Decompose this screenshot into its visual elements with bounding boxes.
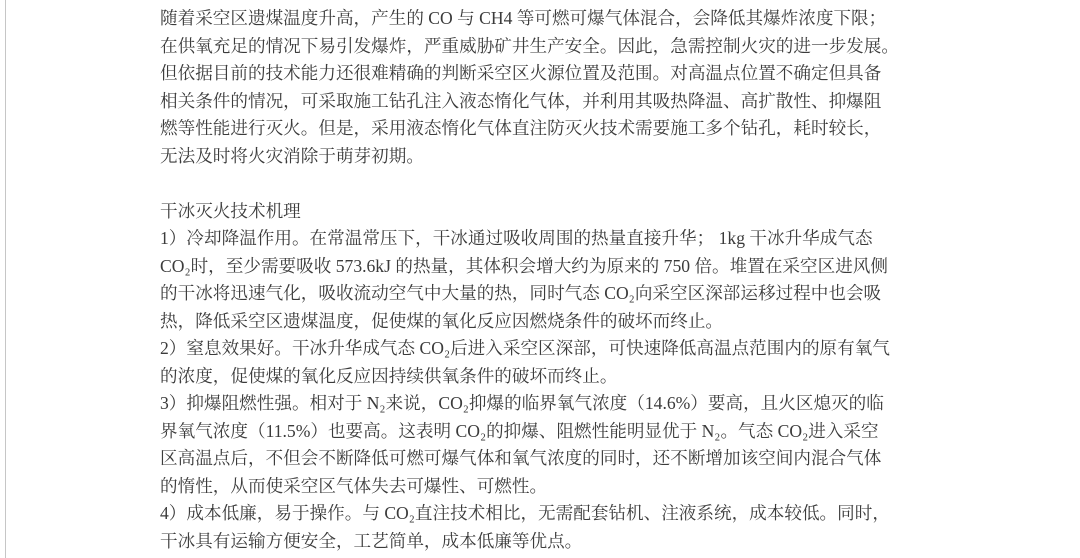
body-line: 的浓度，促使煤的氧化反应因持续供氧条件的破坏而终止。 <box>160 365 618 386</box>
intro-line: 无法及时将火灾消除于萌芽初期。 <box>160 145 424 166</box>
body-line: 的干冰将迅速气化，吸收流动空气中大量的热，同时气态 CO₂向采空区深部运移过程中也会吸 <box>160 283 882 303</box>
intro-line: 相关条件的情况，可采取施工钻孔注入液态惰化气体，并利用其吸热降温、高扩散性、抑爆阻 <box>160 90 882 111</box>
section-heading: 干冰灭火技术机理 <box>160 200 301 221</box>
page-left-edge-line <box>5 0 6 558</box>
body-line: 的惰性，从而使采空区气体失去可爆性、可燃性。 <box>160 475 548 496</box>
intro-line: 燃等性能进行灭火。但是，采用液态惰化气体直注防灭火技术需要施工多个钻孔，耗时较长， <box>160 118 882 138</box>
intro-line: 但依据目前的技术能力还很难精确的判断采空区火源位置及范围。对高温点位置不确定但具备 <box>160 63 882 83</box>
body-line: 干冰具有运输方便安全，工艺简单，成本低廉等优点。 <box>160 530 583 551</box>
intro-line: 随着采空区遗煤温度升高，产生的 CO 与 CH4 等可燃可爆气体混合，会降低其爆炸浓度下限； <box>160 8 887 28</box>
body-line: 界氧气浓度（11.5%）也要高。这表明 CO₂的抑爆、阻燃性能明显优于 N₂。气态 CO₂进入采空 <box>160 420 879 441</box>
body-line: 4）成本低廉，易于操作。与 CO₂直注技术相比，无需配套钻机、注液系统，成本较低。同时， <box>160 503 890 523</box>
blank-line <box>160 170 960 198</box>
body-line: 1）冷却降温作用。在常温常压下，干冰通过吸收周围的热量直接升华； 1kg 干冰升华成气态 <box>160 228 873 248</box>
document-text-column <box>160 5 960 555</box>
body-line: 热，降低采空区遗煤温度，促使煤的氧化反应因燃烧条件的破坏而终止。 <box>160 310 724 331</box>
body-line: 区高温点后，不但会不断降低可燃可爆气体和氧气浓度的同时，还不断增加该空间内混合气体 <box>160 448 882 468</box>
body-line: 2）窒息效果好。干冰升华成气态 CO₂后进入采空区深部，可快速降低高温点范围内的原有氧气 <box>160 338 890 358</box>
body-line: CO₂时，至少需要吸收 573.6kJ 的热量，其体积会增大约为原来的 750 倍。堆置在采空区进风侧 <box>160 255 888 276</box>
intro-line: 在供氧充足的情况下易引发爆炸，严重威胁矿井生产安全。因此，急需控制火灾的进一步发展。 <box>160 35 899 56</box>
body-line: 3）抑爆阻燃性强。相对于 N₂来说，CO₂抑爆的临界氧气浓度（14.6%）要高，且火区熄灭的临 <box>160 393 884 413</box>
